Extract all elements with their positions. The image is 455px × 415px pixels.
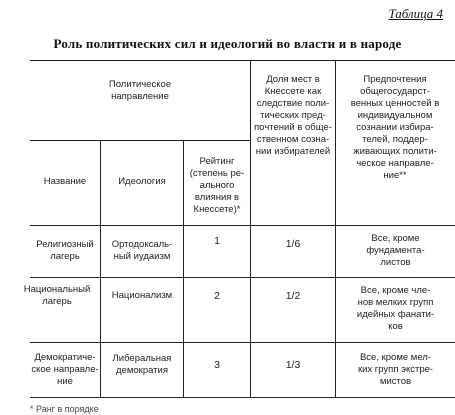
header-preferences: Предпочтения общегосударст- венных ценностей в индивидуальном сознании избира- телей, поддер- живающих полити- ческое направле- ние**	[350, 74, 440, 181]
row-3-share: 1/3	[285, 359, 301, 371]
row-1-preference: Все, кроме фундамента- листов	[366, 233, 425, 268]
header-knesset-share: Доля мест в Кнессете как следствие поли- тических пред- почтений в обще- ственном созна- нии избирателей	[254, 74, 332, 157]
header-name: Название	[43, 176, 87, 187]
row-2-rating: 2	[214, 290, 220, 302]
footnote: * Ранг в порядке	[30, 404, 99, 414]
table-title: Роль политических сил и идеологий во власти и в народе	[53, 36, 402, 51]
row-1-rating: 1	[214, 235, 220, 247]
row-3-rating: 3	[214, 359, 220, 371]
table-caption: Таблица 4	[388, 6, 443, 21]
row-3-name: Демократиче- ское направле- ние	[31, 352, 99, 387]
header-ideology: Идеология	[118, 176, 166, 187]
header-divider	[30, 140, 250, 141]
table-border-top	[30, 60, 455, 61]
row-2-ideology: Национализм	[111, 290, 173, 301]
row-2-name: Национальный лагерь	[23, 284, 91, 307]
row-3-ideology: Либеральная демократия	[112, 353, 172, 376]
data-table	[23, 60, 455, 398]
row-2-preference: Все, кроме чле- нов мелких групп идейных фанати- ков	[356, 285, 435, 332]
row-2-share: 1/2	[285, 290, 301, 302]
row-1-name: Религиозный лагерь	[36, 239, 94, 262]
header-rating: Рейтинг (степень ре- ального влияния в Кнессете)*	[189, 156, 245, 215]
header-political-direction: Политическое направление	[108, 79, 172, 102]
row-3-preference: Все, кроме мел- ких групп экстре- мистов	[357, 352, 434, 387]
table-border-bottom	[30, 397, 455, 398]
row-1-share: 1/6	[285, 238, 301, 250]
row-1-ideology: Ортодоксаль- ный иудаизм	[111, 239, 173, 262]
